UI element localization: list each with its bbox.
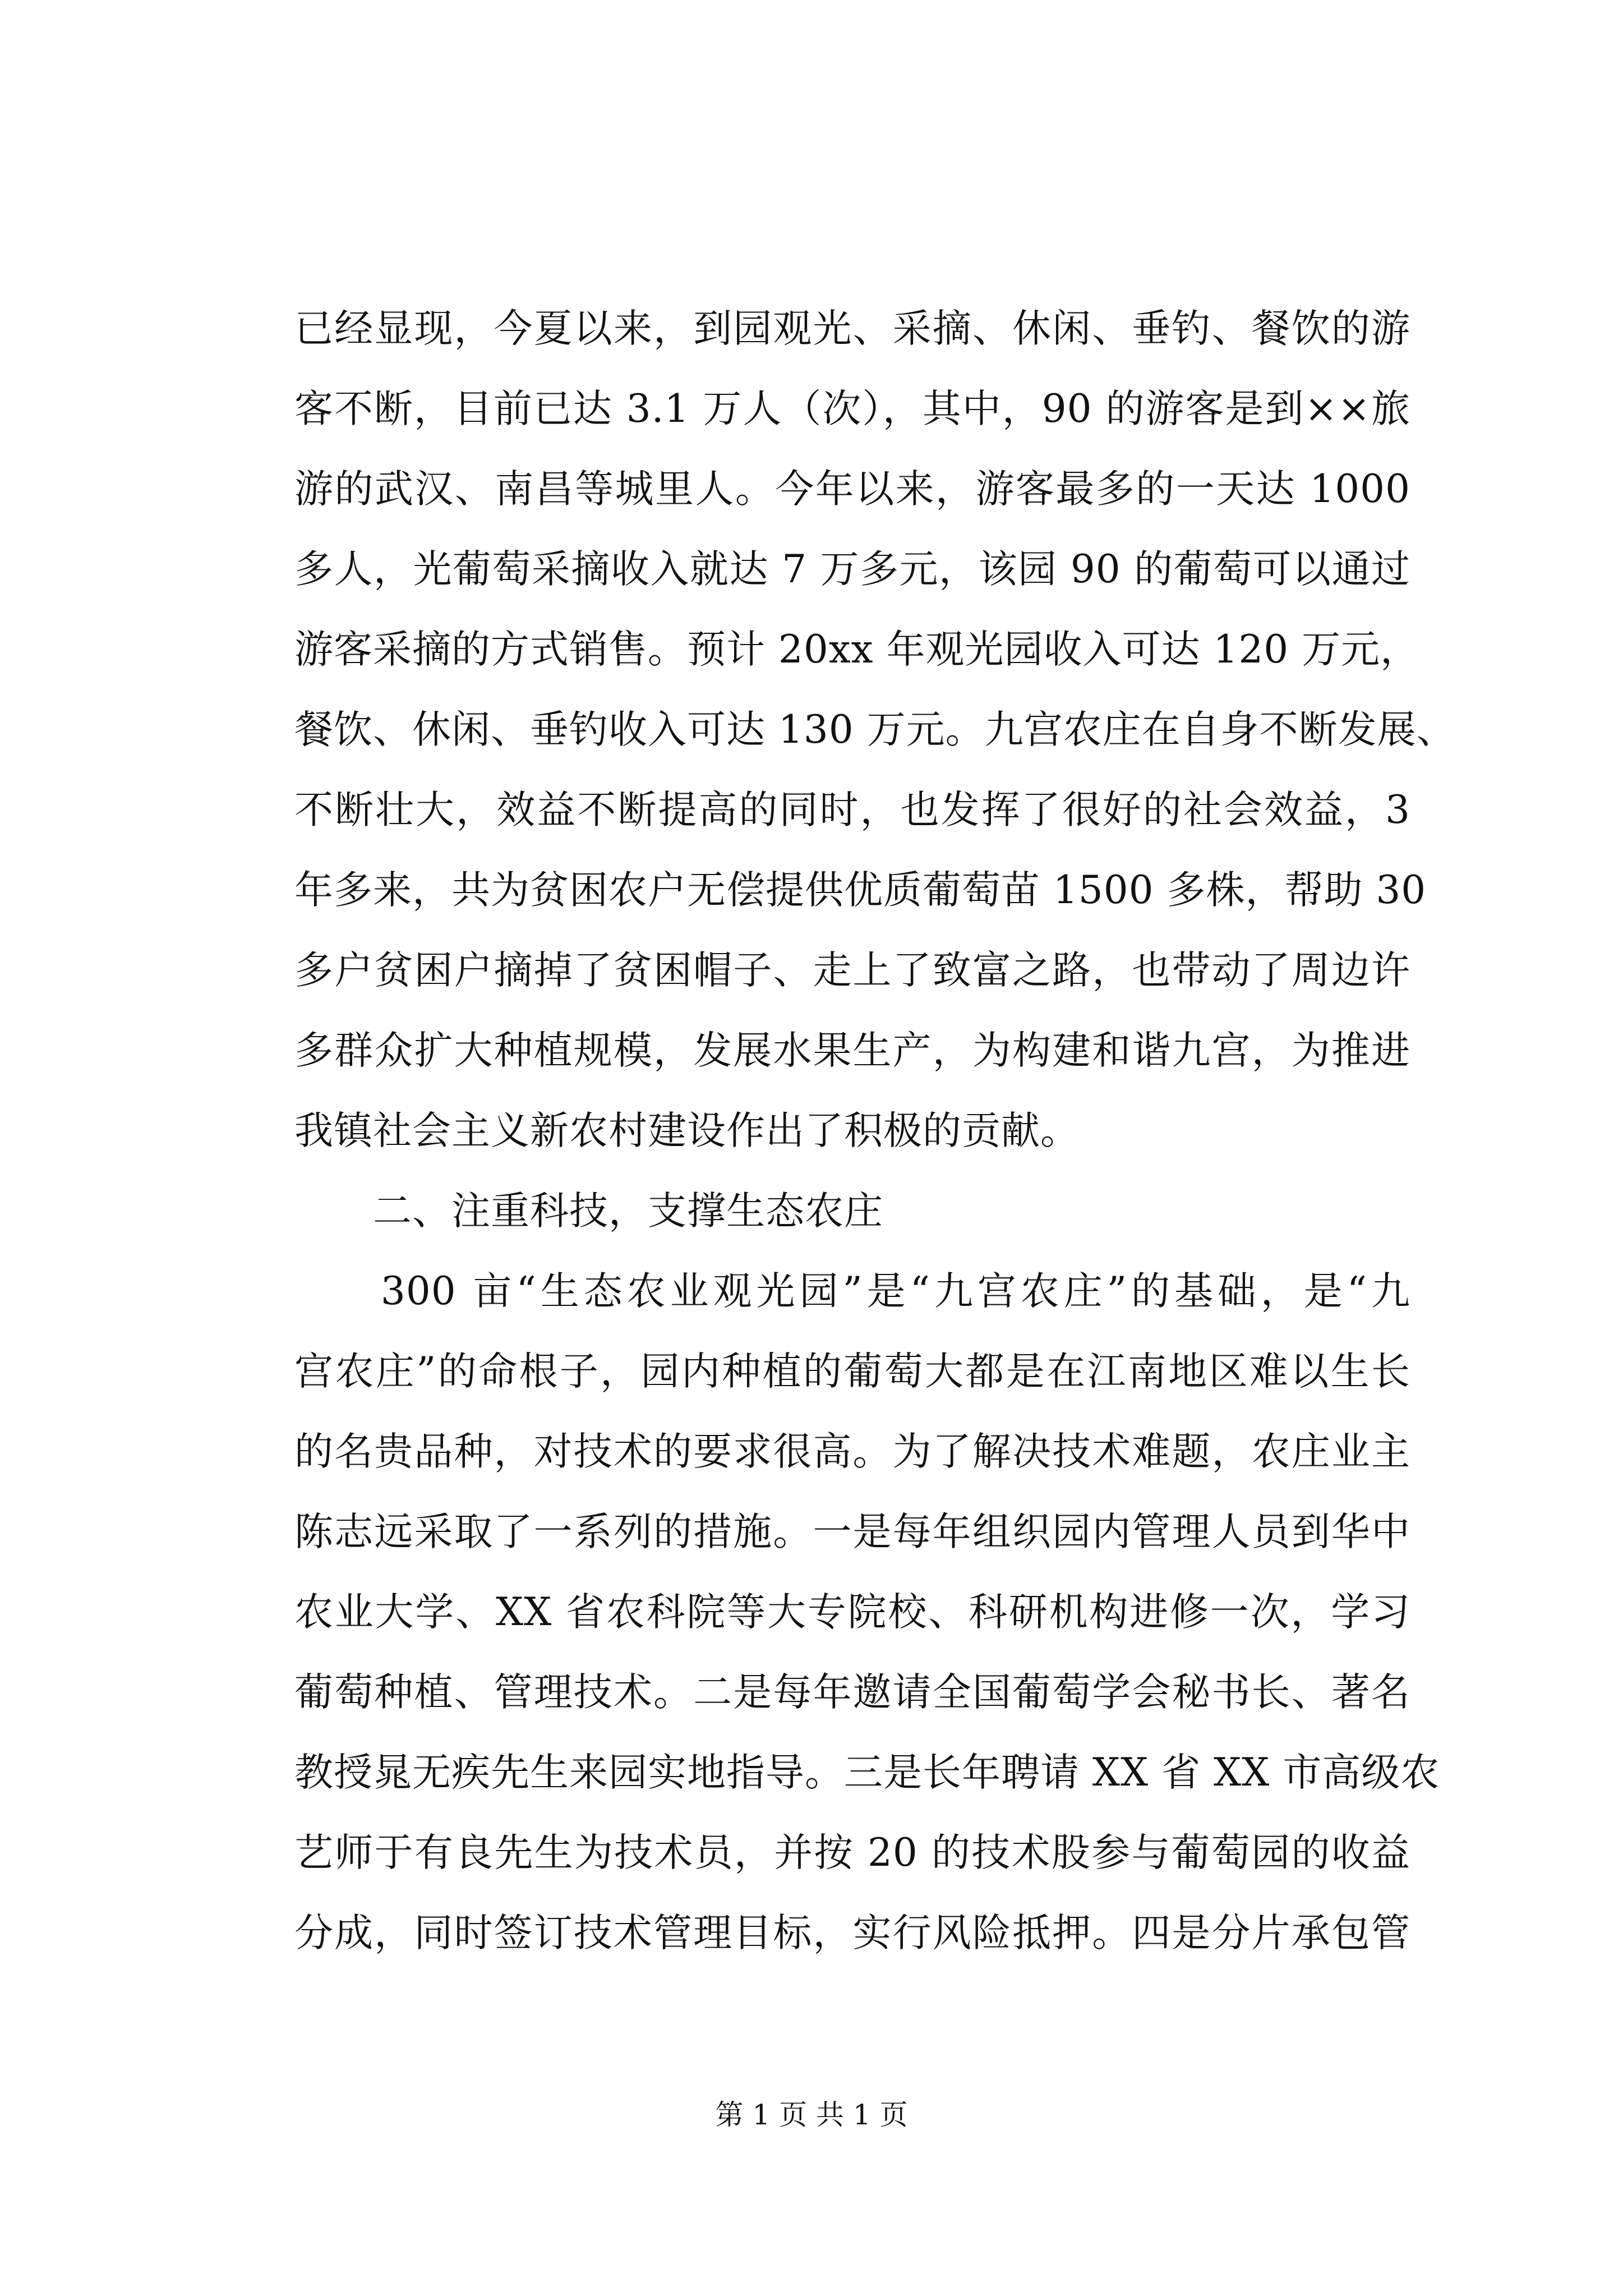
page-number-label: 第 1 页 共 1 页 xyxy=(715,2099,908,2131)
text-line: 艺师于有良先生为技术员，并按 20 的技术股参与葡萄园的收益 xyxy=(294,1830,1410,1875)
text-line: 多人，光葡萄采摘收入就达 7 万多元，该园 90 的葡萄可以通过 xyxy=(294,547,1410,592)
body-text xyxy=(294,289,1456,1973)
text-line: 已经显现，今夏以来，到园观光、采摘、休闲、垂钓、餐饮的游 xyxy=(294,306,1410,351)
text-line: 客不断，目前已达 3.1 万人（次），其中，90 的游客是到××旅 xyxy=(294,386,1410,431)
text-line: 我镇社会主义新农村建设作出了积极的贡献。 xyxy=(294,1108,1080,1153)
text-line: 不断壮大，效益不断提高的同时，也发挥了很好的社会效益，3 xyxy=(294,788,1410,832)
text-line: 多群众扩大种植规模，发展水果生产，为构建和谐九宫，为推进 xyxy=(294,1028,1410,1073)
text-line: 教授晁无疾先生来园实地指导。三是长年聘请 XX 省 XX 市高级农 xyxy=(294,1750,1440,1795)
text-line: 葡萄种植、管理技术。二是每年邀请全国葡萄学会秘书长、著名 xyxy=(294,1670,1410,1715)
text-line: 宫农庄”的命根子，园内种植的葡萄大都是在江南地区难以生长 xyxy=(294,1349,1410,1394)
text-line: 分成，同时签订技术管理目标，实行风险抵押。四是分片承包管 xyxy=(294,1911,1410,1955)
text-line: 的名贵品种，对技术的要求很高。为了解决技术难题，农庄业主 xyxy=(294,1429,1410,1474)
section-heading: 二、注重科技，支撑生态农庄 xyxy=(294,1189,883,1234)
page-footer xyxy=(0,2095,1623,2134)
text-line: 陈志远采取了一系列的措施。一是每年组织园内管理人员到华中 xyxy=(294,1510,1410,1554)
text-line: 多户贫困户摘掉了贫困帽子、走上了致富之路，也带动了周边许 xyxy=(294,948,1410,993)
text-line: 餐饮、休闲、垂钓收入可达 130 万元。九宫农庄在自身不断发展、 xyxy=(294,707,1456,752)
text-line: 游客采摘的方式销售。预计 20xx 年观光园收入可达 120 万元， xyxy=(294,627,1420,672)
text-line: 300 亩“生态农业观光园”是“九宫农庄”的基础，是“九 xyxy=(294,1269,1410,1314)
text-line: 年多来，共为贫困农户无偿提供优质葡萄苗 1500 多株，帮助 30 xyxy=(294,868,1427,913)
text-line: 农业大学、XX 省农科院等大专院校、科研机构进修一次，学习 xyxy=(294,1590,1410,1635)
text-line: 游的武汉、南昌等城里人。今年以来，游客最多的一天达 1000 xyxy=(294,467,1410,512)
